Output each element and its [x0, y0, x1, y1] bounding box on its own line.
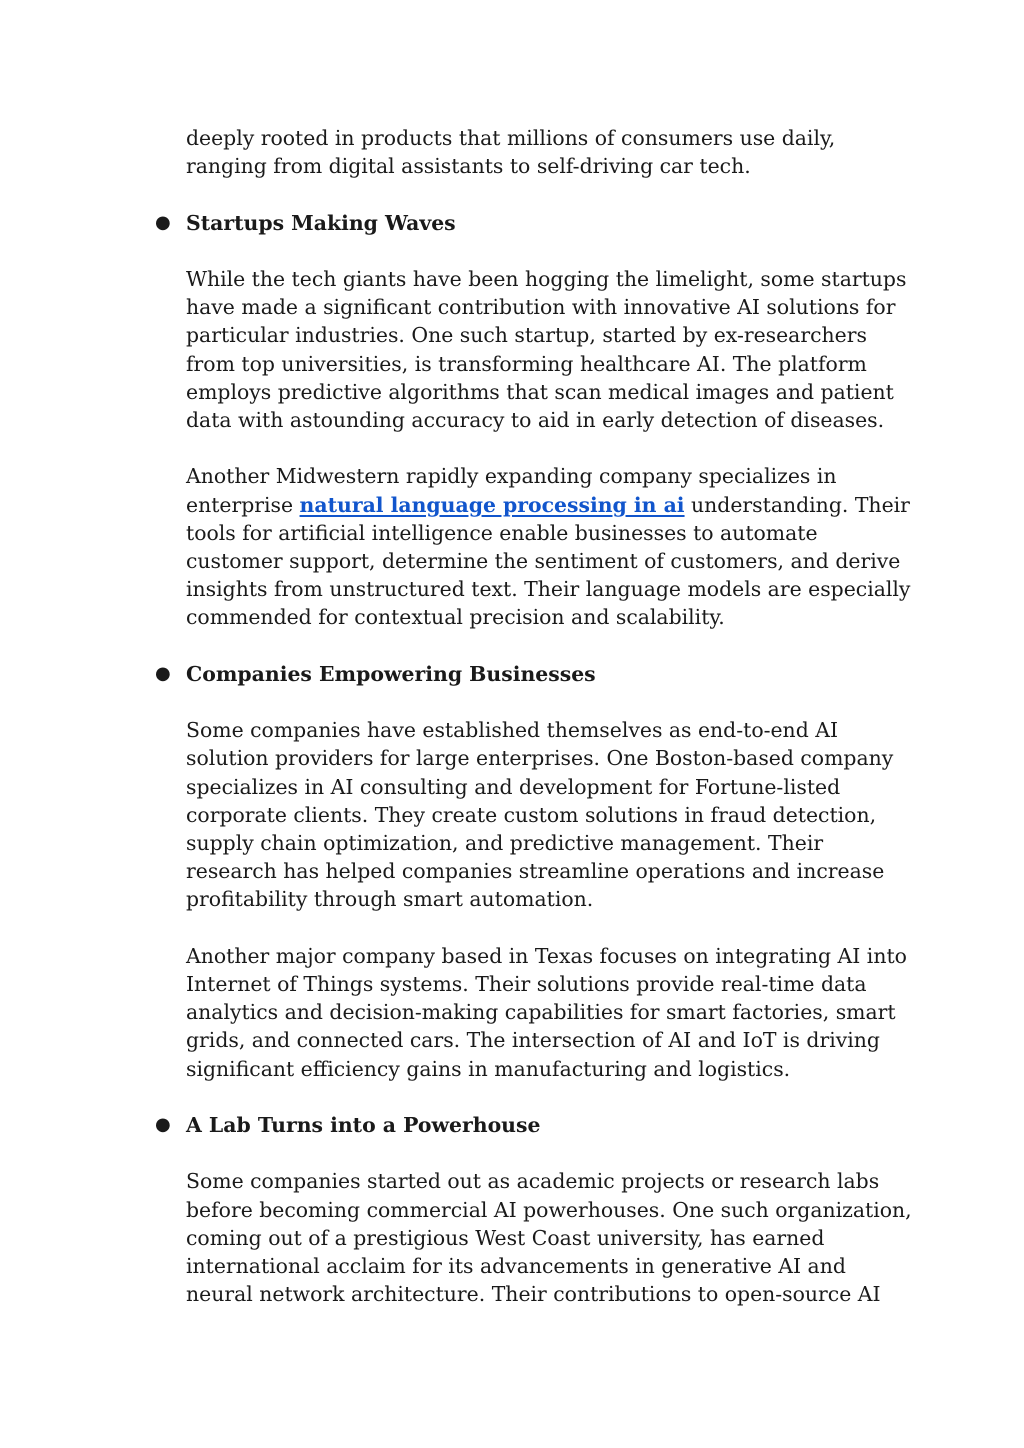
- text-line: international acclaim for its advancements in generative AI and: [186, 1254, 846, 1278]
- bullet-icon: ●: [155, 1114, 171, 1135]
- section-heading-text: Startups Making Waves: [186, 210, 456, 235]
- paragraph: [186, 716, 902, 913]
- text-line: customer support, determine the sentiment of customers, and derive: [186, 549, 901, 573]
- paragraph: [186, 942, 907, 1083]
- text-line: data with astounding accuracy to aid in early detection of diseases.: [186, 408, 885, 432]
- text-line: from top universities, is transforming healthcare AI. The platform: [186, 351, 867, 376]
- text-line: Another major company based in Texas focuses on integrating AI into: [186, 943, 907, 968]
- text-line: coming out of a prestigious West Coast university, has earned: [186, 1225, 825, 1250]
- text-line: Another Midwestern rapidly expanding company specializes in: [186, 464, 837, 489]
- document-body: [155, 124, 912, 1308]
- section-heading-text: Companies Empowering Businesses: [186, 661, 596, 686]
- text-line: ranging from digital assistants to self-driving car tech.: [186, 154, 751, 179]
- text-line: supply chain optimization, and predictive management. Their: [186, 831, 824, 855]
- paragraph: [186, 1167, 912, 1308]
- text-line: research has helped companies streamline operations and increase: [186, 859, 885, 884]
- bullet-icon: ●: [155, 211, 171, 233]
- text-line: corporate clients. They create custom solutions in fraud detection,: [186, 802, 877, 827]
- paragraph: [186, 462, 911, 631]
- text-line: employs predictive algorithms that scan medical images and patient: [186, 379, 894, 404]
- bullet-icon: ●: [155, 662, 171, 684]
- text-line: insights from unstructured text. Their language models are especially: [186, 577, 911, 602]
- text-line: grids, and connected cars. The intersection of AI and IoT is driving: [186, 1028, 880, 1053]
- text-line: Some companies started out as academic projects or research labs: [186, 1169, 880, 1194]
- text-fragment: understanding. Their: [684, 492, 910, 517]
- text-fragment: enterprise: [186, 492, 300, 517]
- text-line: deeply rooted in products that millions of consumers use daily,: [186, 126, 836, 150]
- text-line: before becoming commercial AI powerhouses. One such organization,: [186, 1197, 912, 1222]
- text-line: neural network architecture. Their contributions to open-source AI: [186, 1282, 881, 1307]
- text-line: have made a significant contribution with innovative AI solutions for: [186, 295, 896, 320]
- text-line: commended for contextual precision and scalability.: [186, 605, 725, 630]
- intro-paragraph: [186, 124, 902, 180]
- section-heading-lab: [155, 1111, 902, 1139]
- paragraph: [186, 265, 907, 434]
- text-line: Some companies have established themselves as end-to-end AI: [186, 718, 839, 743]
- text-line: tools for artificial intelligence enable businesses to automate: [186, 520, 818, 545]
- text-line: Internet of Things systems. Their solutions provide real-time data: [186, 972, 867, 996]
- text-line: While the tech giants have been hogging the limelight, some startups: [186, 266, 907, 291]
- text-line: solution providers for large enterprises. One Boston-based company: [186, 746, 894, 771]
- text-line: significant efficiency gains in manufacturing and logistics.: [186, 1056, 791, 1081]
- text-line: analytics and decision-making capabilities for smart factories, smart: [186, 1000, 896, 1025]
- nlp-link[interactable]: natural language processing in ai: [299, 492, 685, 517]
- text-line: specializes in AI consulting and development for Fortune-listed: [186, 774, 841, 799]
- text-line: profitability through smart automation.: [186, 887, 594, 912]
- text-line: particular industries. One such startup, started by ex-researchers: [186, 323, 867, 348]
- section-heading-startups: [155, 209, 902, 237]
- section-heading-text: A Lab Turns into a Powerhouse: [186, 1113, 541, 1137]
- text-line-with-link: [186, 491, 910, 519]
- section-heading-companies: [155, 660, 902, 688]
